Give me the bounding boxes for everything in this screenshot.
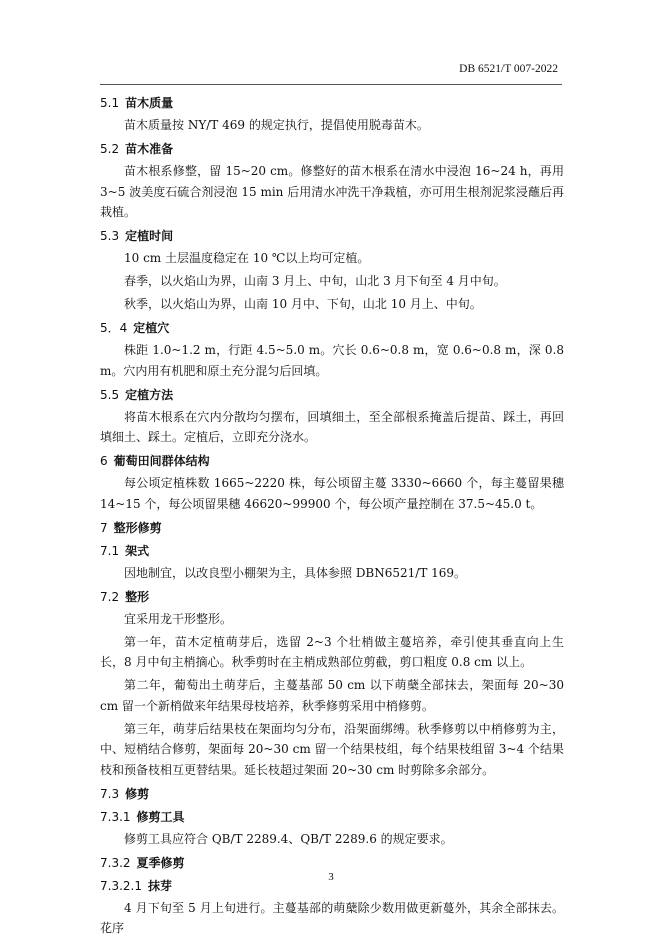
section-number: 7.3.2.1	[100, 878, 142, 893]
section-title: 苗木准备	[125, 142, 174, 156]
body-paragraph: 宜采用龙干形整形。	[124, 611, 233, 626]
section-title: 修剪工具	[136, 809, 185, 824]
body-paragraph: 苗木质量按 NY/T 469 的规定执行，提倡使用脱毒苗木。	[124, 118, 429, 132]
document-body	[100, 92, 564, 941]
section-heading	[100, 586, 564, 609]
section-title: 苗木质量	[125, 96, 174, 110]
body-paragraph: 株距 1.0~1.2 m，行距 4.5~5.0 m。穴长 0.6~0.8 m，宽 0.6~0.8 m，深 0.8 m。穴内用有机肥和原土充分混匀后回填。	[100, 343, 564, 378]
body-paragraph: 春季，以火焰山为界，山南 3 月上、中旬，山北 3 月下旬至 4 月中旬。	[124, 274, 506, 288]
section-number: 5.2	[100, 142, 120, 156]
section-heading	[100, 806, 564, 829]
body-paragraph: 第一年，苗木定植萌芽后，选留 2~3 个壮梢做主蔓培养，牵引使其垂直向上生长，8 月中旬主梢摘心。秋季剪时在主梢成熟部位剪截，剪口粗度 0.8 cm 以上。	[100, 634, 564, 669]
section-title: 定植穴	[133, 321, 170, 335]
section-title: 定植方法	[125, 387, 174, 402]
section-number: 7.1	[100, 543, 120, 558]
header-rule	[100, 84, 562, 85]
section-title: 整形修剪	[113, 520, 162, 535]
document-id-header: DB 6521/T 007-2022	[459, 63, 558, 75]
section-heading	[100, 384, 564, 407]
body-paragraph: 每公顷定植株数 1665~2220 株，每公顷留主蔓 3330~6660 个，每主蔓留果穗 14~15 个，每公顷留果穗 46620~99900 个，每公顷产量控制在 37.5~45.0 t。	[100, 476, 564, 511]
section-number: 7.3.1	[100, 809, 131, 824]
section-title: 架式	[125, 543, 150, 558]
body-paragraph: 将苗木根系在穴内分散均匀摆布，回填细土，至全部根系掩盖后提苗、踩土，再回填细土、踩土。定植后，立即充分浇水。	[100, 409, 564, 444]
page-number: 3	[328, 871, 334, 883]
section-heading	[100, 92, 564, 115]
section-heading	[100, 225, 564, 248]
body-paragraph: 第三年，萌芽后结果枝在架面均匀分布，沿架面绑缚。秋季修剪以中梢修剪为主，中、短梢结合修剪，架面每 20~30 cm 留一个结果枝组，每个结果枝组留 3~4 个结果枝和预备枝相互更替结果。延长枝超过架面 20~30 cm 时剪除多余部分。	[100, 721, 564, 777]
section-heading	[100, 517, 564, 540]
section-heading	[100, 783, 564, 806]
body-paragraph: 因地制宜，以改良型小棚架为主，具体参照 DBN6521/T 169。	[124, 565, 467, 580]
section-number: 7	[100, 520, 108, 535]
section-title: 抹芽	[147, 878, 172, 893]
body-paragraph: 4 月下旬至 5 月上旬进行。主蔓基部的萌蘖除少数用做更新蔓外，其余全部抹去。花序	[100, 900, 564, 935]
section-number: 7.3	[100, 786, 120, 801]
body-paragraph: 苗木根系修整，留 15~20 cm。修整好的苗木根系在清水中浸泡 16~24 h，再用 3~5 波美度石硫合剂浸泡 15 min 后用清水冲洗干净栽植，亦可用生根剂泥浆浸蘸后再栽植。	[100, 164, 564, 219]
section-title: 葡萄田间群体结构	[113, 454, 210, 468]
section-title: 修剪	[125, 786, 150, 801]
section-title: 定植时间	[125, 229, 174, 243]
body-paragraph: 修剪工具应符合 QB/T 2289.4、QB/T 2289.6 的规定要求。	[124, 831, 453, 846]
body-paragraph: 10 cm 土层温度稳定在 10 ℃以上均可定植。	[124, 251, 370, 265]
section-number: 5.3	[100, 229, 120, 243]
section-number: 5．4	[100, 321, 128, 335]
body-paragraph: 第二年，葡萄出土萌芽后，主蔓基部 50 cm 以下萌蘖全部抹去，架面每 20~30 cm 留一个新梢做来年结果母枝培养，秋季修剪采用中梢修剪。	[100, 678, 564, 713]
section-title: 夏季修剪	[136, 855, 185, 870]
section-number: 5.5	[100, 387, 120, 402]
section-heading	[100, 540, 564, 563]
section-number: 6	[100, 454, 108, 468]
section-title: 整形	[125, 589, 150, 604]
section-number: 5.1	[100, 96, 120, 110]
section-heading	[100, 317, 564, 340]
section-heading	[100, 138, 564, 161]
section-number: 7.3.2	[100, 855, 131, 870]
section-heading	[100, 450, 564, 473]
section-number: 7.2	[100, 589, 120, 604]
body-paragraph: 秋季，以火焰山为界，山南 10 月中、下旬，山北 10 月上、中旬。	[124, 297, 482, 311]
